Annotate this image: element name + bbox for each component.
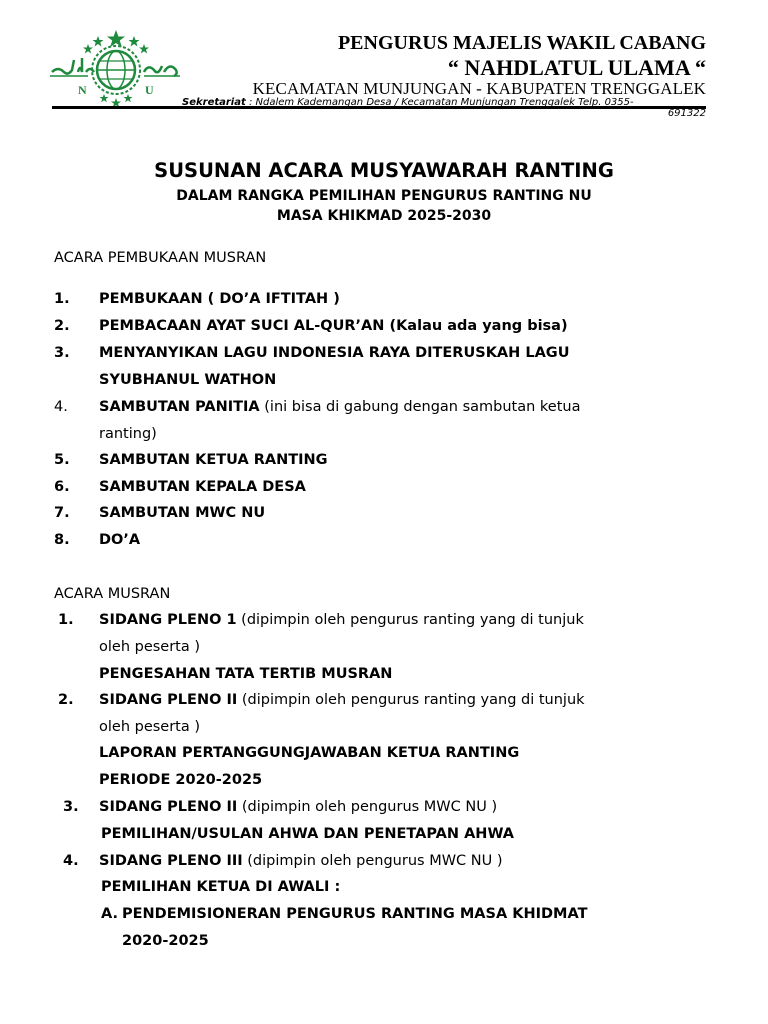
musran-heading: ACARA MUSRAN	[54, 586, 171, 602]
opening-item-4-num: 4.	[54, 399, 68, 415]
musran-item-3-detail: PEMILIHAN/USULAN AHWA DAN PENETAPAN AHWA	[101, 826, 515, 842]
document-title: SUSUNAN ACARA MUSYAWARAH RANTING	[154, 159, 614, 182]
opening-item-7: SAMBUTAN MWC NU	[99, 505, 266, 521]
opening-item-8: DO’A	[99, 532, 141, 548]
header-region: KECAMATAN MUNJUNGAN - KABUPATEN TRENGGALEK	[252, 79, 706, 98]
logo-letter-n: N	[78, 83, 87, 97]
opening-item-2: PEMBACAAN AYAT SUCI AL-QUR’AN (Kalau ada yang bisa)	[99, 318, 568, 334]
opening-item-6: SAMBUTAN KEPALA DESA	[99, 479, 306, 495]
musran-item-3-num: 3.	[63, 799, 79, 815]
musran-item-4: SIDANG PLENO III (dipimpin oleh pengurus MWC NU )	[99, 853, 503, 869]
document-subtitle-2: MASA KHIKMAD 2025-2030	[276, 208, 492, 224]
secretariat-phone-tail: 691322	[667, 108, 706, 119]
opening-item-5: SAMBUTAN KETUA RANTING	[99, 452, 328, 468]
secretariat-label: Sekretariat	[182, 97, 246, 108]
opening-item-3-cont: SYUBHANUL WATHON	[99, 372, 277, 388]
musran-item-2-detail-2: PERIODE 2020-2025	[99, 772, 263, 788]
opening-item-1-num: 1.	[54, 291, 70, 307]
opening-heading: ACARA PEMBUKAAN MUSRAN	[54, 250, 267, 266]
musran-sub-item-cont: 2020-2025	[122, 933, 209, 949]
secretariat-address: : Ndalem Kademangan Desa / Kecamatan Munjungan Trenggalek Telp. 0355-	[245, 97, 634, 108]
musran-item-4-num: 4.	[63, 853, 79, 869]
musran-item-1: SIDANG PLENO 1 (dipimpin oleh pengurus ranting yang di tunjuk	[99, 612, 584, 628]
nu-logo	[48, 28, 182, 108]
musran-item-2-detail-1: LAPORAN PERTANGGUNGJAWABAN KETUA RANTING	[99, 745, 520, 761]
opening-item-5-num: 5.	[54, 452, 70, 468]
opening-item-1: PEMBUKAAN ( DO’A IFTITAH )	[99, 291, 340, 307]
musran-item-2: SIDANG PLENO II (dipimpin oleh pengurus ranting yang di tunjuk	[99, 692, 585, 708]
musran-item-2-cont: oleh peserta )	[99, 719, 201, 735]
header-org-name: “ NAHDLATUL ULAMA “	[447, 55, 706, 80]
musran-item-1-num: 1.	[58, 612, 74, 628]
opening-item-4-cont: ranting)	[99, 426, 157, 442]
opening-item-6-num: 6.	[54, 479, 70, 495]
header-org-line: PENGURUS MAJELIS WAKIL CABANG	[337, 32, 706, 54]
opening-item-8-num: 8.	[54, 532, 70, 548]
document-subtitle-1: DALAM RANGKA PEMILIHAN PENGURUS RANTING NU	[176, 188, 592, 204]
musran-item-2-num: 2.	[58, 692, 74, 708]
opening-item-7-num: 7.	[54, 505, 70, 521]
musran-item-4-detail: PEMILIHAN KETUA DI AWALI :	[101, 879, 341, 895]
header-secretariat	[182, 97, 706, 108]
musran-sub-item-letter: A.	[101, 906, 118, 922]
musran-item-3: SIDANG PLENO II (dipimpin oleh pengurus MWC NU )	[99, 799, 498, 815]
opening-item-3-num: 3.	[54, 345, 70, 361]
opening-item-4: SAMBUTAN PANITIA (ini bisa di gabung dengan sambutan ketua	[99, 399, 581, 415]
musran-item-1-cont: oleh peserta )	[99, 639, 201, 655]
musran-item-1-detail: PENGESAHAN TATA TERTIB MUSRAN	[99, 666, 393, 682]
musran-sub-item-text: PENDEMISIONERAN PENGURUS RANTING MASA KHIDMAT	[122, 906, 588, 922]
opening-item-2-num: 2.	[54, 318, 70, 334]
logo-letter-u: U	[145, 83, 154, 97]
opening-item-3: MENYANYIKAN LAGU INDONESIA RAYA DITERUSKAH LAGU	[99, 345, 570, 361]
